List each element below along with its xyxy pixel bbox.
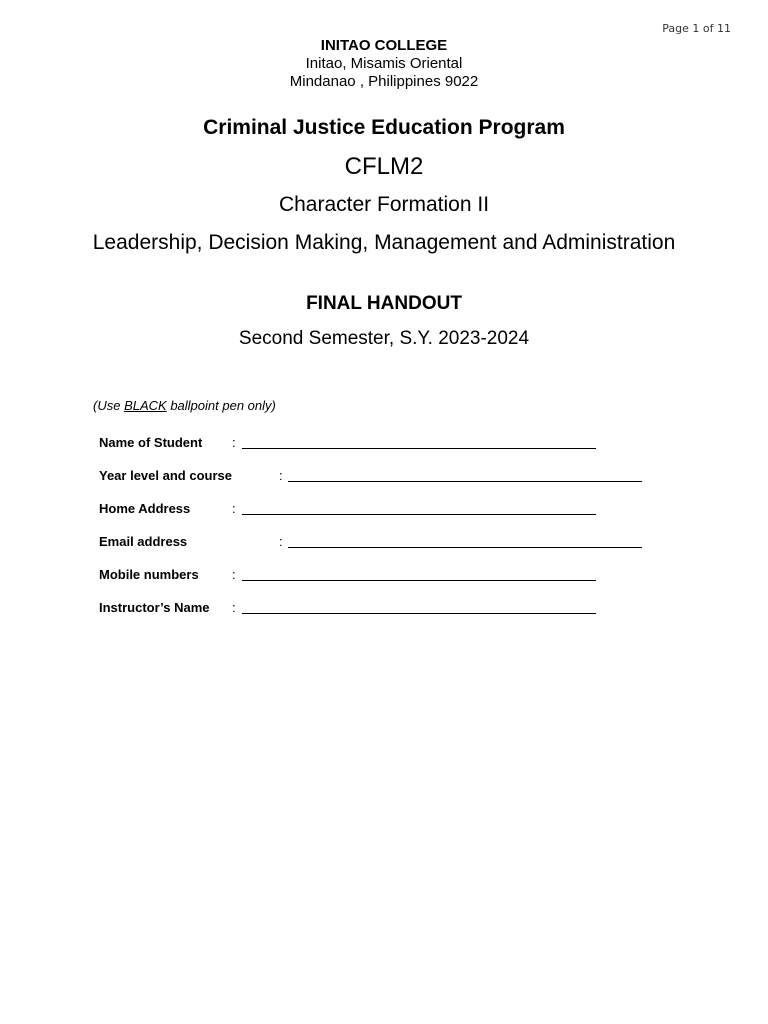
- field-label: Year level and course: [99, 468, 232, 483]
- year-level-and-course-blank[interactable]: [288, 481, 642, 482]
- field-label: Instructor’s Name: [99, 600, 210, 615]
- semester-label: Second Semester, S.Y. 2023-2024: [238, 328, 530, 349]
- instructors-name-blank[interactable]: [242, 613, 596, 614]
- pen-instruction: [93, 398, 276, 413]
- field-colon: :: [232, 567, 236, 582]
- field-label: Mobile numbers: [99, 567, 199, 582]
- name-of-student-blank[interactable]: [242, 448, 596, 449]
- field-label: Name of Student: [99, 435, 203, 450]
- field-colon: :: [279, 468, 283, 483]
- field-label: Home Address: [99, 501, 191, 516]
- field-colon: :: [232, 501, 236, 516]
- pen-instruction-prefix: (Use: [93, 398, 125, 413]
- field-colon: :: [232, 435, 236, 450]
- college-name: INITAO COLLEGE: [320, 37, 448, 54]
- mobile-numbers-blank[interactable]: [242, 580, 596, 581]
- program-title: Criminal Justice Education Program: [203, 116, 565, 139]
- field-colon: :: [279, 534, 283, 549]
- page-number: Page 1 of 11: [662, 22, 731, 35]
- college-address-line2: Mindanao , Philippines 9022: [289, 73, 479, 90]
- pen-instruction-emphasis: BLACK: [124, 398, 167, 413]
- field-label: Email address: [99, 534, 188, 549]
- course-title: Character Formation II: [278, 193, 490, 216]
- college-address-line1: Initao, Misamis Oriental: [305, 55, 463, 72]
- pen-instruction-suffix: ballpoint pen only): [166, 398, 276, 413]
- email-address-blank[interactable]: [288, 547, 642, 548]
- home-address-blank[interactable]: [242, 514, 596, 515]
- course-code: CFLM2: [344, 153, 424, 180]
- field-colon: :: [232, 600, 236, 615]
- handout-title: FINAL HANDOUT: [306, 293, 462, 314]
- course-subtitle: Leadership, Decision Making, Management and Administration: [92, 231, 676, 254]
